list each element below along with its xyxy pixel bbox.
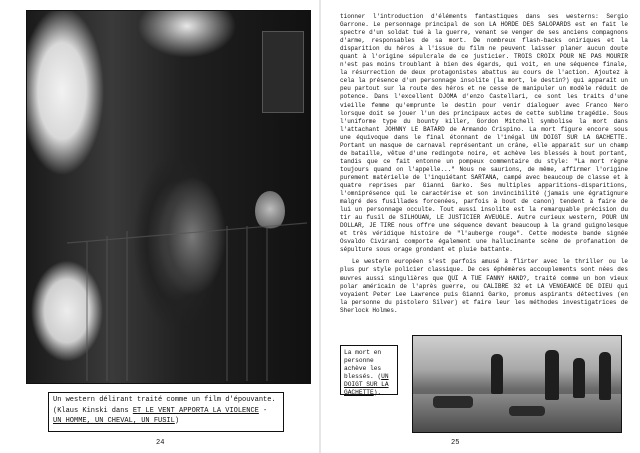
film-title-un-doigt: UN DOIGT SUR LA GACHETTE [344, 373, 389, 396]
film-title-et-le-vent: ET LE VENT APPORTA LA VIOLENCE [132, 406, 259, 415]
still-photo-battlefield [412, 335, 622, 433]
caption-line-2 [53, 406, 279, 417]
caption-open: ( [377, 373, 382, 380]
photo-person [509, 406, 545, 416]
photo-caption-right [340, 345, 398, 395]
page-number-right: 25 [451, 439, 460, 447]
still-photo-klaus-kinski [26, 10, 311, 384]
page-number-left: 24 [156, 439, 165, 447]
photo-person [599, 352, 611, 400]
caption-close: ). [373, 389, 382, 396]
paragraph-1: tionner l'introduction d'éléments fantastiques dans ses westerns: Sergio Garrone. Le personnage principal de son LA HORDE DES SALOPARDS est en fait le spectre d'un soldat tué à la guerre, venant se venger de ses anciens compagnons d'arme, responsables de sa mort. De nombreux flash-backs oniriques et la disparition du héros à l'issue du film ne peuvent laisser planer aucun doute quant à l'origine sépulcrale de ce justicier. TROIS CROIX POUR NE PAS MOURIR n'est pas moins troublant à bien des égards, qui voit, en une séquence finale, la résurrection de deux protagonistes abattus au cours de l'action. Ajoutez à cela la présence d'un personnage insolite (la mort, le destin?) qui apparaît un peu partout sur la route des héros et ne cesse de manipuler un modèle réduit de potence. Dans l'excellent DJOMA d'enzo Castellari, ce sont les traits d'une vieille femme qu'emprunte le destin pour venir dialoguer avec Franco Nero lorsque doit se jouer l'un des principaux actes de cette sublime tragédie. Sous l'uniforme type du bounty killer, Gordon Mitchell symbolise la mort dans l'attachant JOHNNY LE BATARD de Armando Crispino. La mort figure encore sous une équivoque dans le final étonnant de l'inégal UN DOIGT SUR LA GACHETTE. Portant un masque de carnaval représentant un crâne, elle apparaît sur un champ de bataille, vêtue d'une redingote noire, et achève les blessés à bout portant, tandis que ce fait entonne un pompeux commentaire du style: "La mort règne toujours quand on l'appelle..." Nous ne saurions, de même, affirmer l'origine purement matérielle de l'inquiétant SARTANA, campé avec beaucoup de classe et à quatre reprises par Gianni Garko. Ses multiples apparitions-disparitions, l'omniprésence qui le caractérise et son invincibilité (jamais une égratignure malgré des fusillades forcenées, parfois à bout de canon) tendent à faire de lui un personnage occulte. Tout aussi insolite est la remarquable précision du tir au fusil de SILHOUAN, LE JUSTICIER AVEUGLE. Autre curieux western, POUR UN DOLLAR, JE TIRE nous offre une séquence devant beaucoup à la grand guignolesque et très véridique histoire de "l'auberge rouge". Cette modeste bande signée Osvaldo Civirani comporte également une hallucinante scène de profanation de sépulture sous orage grondant et pluie battante. [340, 13, 628, 254]
photo-caption-left [48, 392, 284, 432]
caption-end: ) [174, 417, 180, 425]
caption-text: La mort en personne achève les blessés. [344, 349, 382, 380]
paragraph-2: Le western européen s'est parfois amusé à flirter avec le thriller ou le plus pur style policier classique. De ces éphémères accouplements sont nées des œuvres aussi singulières que QUI A TUE FANNY HAND?, traité comme un bon vieux polar américain de l'après guerre, ou CALIBRE 32 et LA VENGEANCE DE DIEU qui voyaient Peter Lee Lawrence puis Gianni Garko, promus aspirants détectives (en la personne du pistolero Silver) et faire leur les méthodes investigatrices de Sherlock Holmes. [340, 258, 628, 314]
caption-line-3 [53, 416, 279, 427]
caption-prefix: (Klaus Kinski dans [53, 406, 133, 415]
caption-separator: - [258, 406, 268, 415]
right-page [320, 0, 640, 453]
photo-person [573, 358, 585, 398]
photo-person [545, 350, 559, 400]
film-title-un-homme: UN HOMME, UN CHEVAL, UN FUSIL [53, 417, 175, 425]
body-text [340, 13, 628, 319]
caption-line-1: Un western délirant traité comme un film d'épouvante. [53, 396, 276, 404]
photo-person [491, 354, 503, 394]
photo-railing [27, 11, 310, 383]
photo-person [433, 396, 473, 408]
